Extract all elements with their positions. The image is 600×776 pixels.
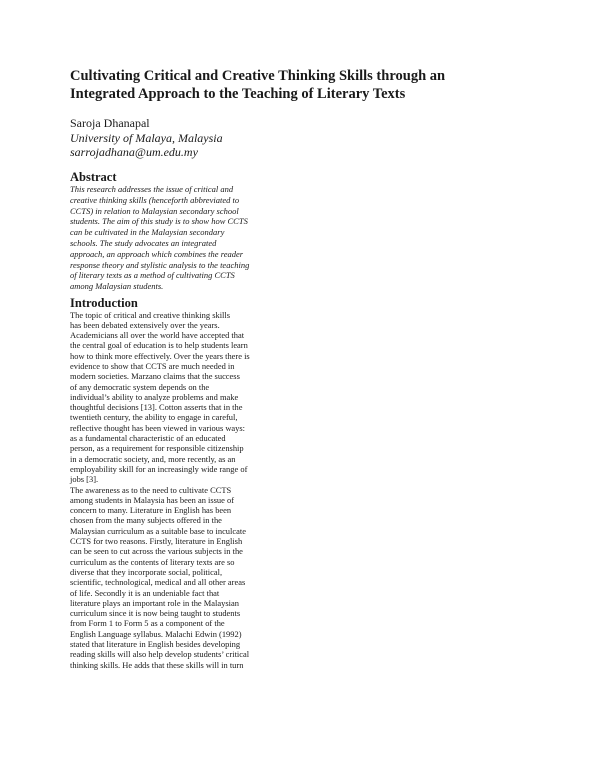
introduction-body: [70, 310, 285, 670]
text-line: of literary texts as a method of cultivating CCTS: [70, 270, 235, 281]
text-line: has been debated extensively over the years.: [70, 319, 220, 330]
text-line: approach, an approach which combines the reader: [70, 248, 244, 259]
text-line: CCTS for two reasons. Firstly, literature in English: [70, 536, 243, 547]
text-line: CCTS) in relation to Malaysian secondary school: [70, 205, 239, 216]
text-line: evidence to show that CCTS are much needed in: [70, 360, 235, 371]
text-line: thinking skills. He adds that these skills will in turn: [70, 659, 244, 670]
text-line: students. The aim of this study is to show how CCTS: [70, 216, 248, 227]
text-line: Academicians all over the world have accepted that: [70, 330, 245, 341]
author-affiliation: University of Malaya, Malaysia: [70, 130, 223, 145]
text-line: as a fundamental characteristic of an educated: [70, 433, 226, 444]
text-line: from Form 1 to Form 5 as a component of the: [70, 618, 225, 629]
text-line: stated that literature in English besides developing: [70, 639, 241, 649]
text-line: The topic of critical and creative thinking skills: [70, 309, 231, 320]
text-line: among students in Malaysia has been an issue of: [70, 494, 235, 505]
text-line: can be cultivated in the Malaysian secondary: [70, 227, 225, 238]
text-line: English Language syllabus. Malachi Edwin (1992): [70, 628, 242, 639]
author-name: Saroja Dhanapal: [70, 116, 150, 130]
text-line: concern to many. Literature in English has been: [70, 505, 232, 516]
abstract-body: [70, 184, 285, 292]
text-line: the central goal of education is to help students learn: [70, 340, 248, 351]
text-line: reflective thought has been viewed in various ways:: [70, 422, 246, 433]
text-line: jobs [3].: [70, 474, 99, 485]
text-line: The awareness as to the need to cultivate CCTS: [70, 484, 232, 495]
text-line: response theory and stylistic analysis to the teaching: [70, 259, 250, 270]
text-line: can be seen to cut across the various subjects in the: [70, 546, 243, 557]
text-line: diverse that they incorporate social, political,: [70, 566, 223, 577]
text-line: of any democratic system depends on the: [70, 381, 210, 392]
text-line: reading skills will also help develop students’ critical: [70, 649, 250, 660]
text-line: Malaysian curriculum as a suitable base to inculcate: [70, 525, 246, 536]
text-line: curriculum as the contents of literary texts are so: [70, 556, 235, 567]
text-line: modern societies. Marzano claims that the success: [70, 371, 240, 382]
text-line: individual’s ability to analyze problems and make: [70, 391, 239, 402]
text-line: of life. Secondly it is an undeniable fact that: [70, 587, 220, 598]
introduction-heading: Introduction: [70, 296, 138, 310]
text-line: person, as a requirement for responsible citizenship: [70, 443, 244, 454]
text-line: curriculum since it is now being taught to students: [70, 608, 241, 619]
text-line: employability skill for an increasingly wide range of: [70, 463, 248, 474]
text-line: thoughtful decisions [13]. Cotton asserts that in the: [70, 402, 243, 413]
abstract-heading: Abstract: [70, 170, 117, 184]
text-line: chosen from the many subjects offered in the: [70, 515, 222, 526]
text-line: twentieth century, the ability to engage in careful,: [70, 412, 238, 423]
author-email: sarrojadhana@um.edu.my: [70, 145, 198, 159]
paper-title: Cultivating Critical and Creative Thinking Skills through an Integrated Approach to the Teaching of Literary Texts: [70, 68, 446, 102]
text-line: schools. The study advocates an integrated: [70, 237, 217, 248]
text-line: creative thinking skills (henceforth abbreviated to: [70, 194, 240, 205]
text-line: in a democratic society, and, more recently, as an: [70, 453, 236, 464]
text-line: scientific, technological, medical and all other areas: [70, 577, 246, 588]
text-line: This research addresses the issue of critical and: [70, 184, 234, 194]
text-line: among Malaysian students.: [70, 281, 164, 292]
text-line: literature plays an important role in the Malaysian: [70, 597, 239, 608]
author-block: [70, 116, 223, 160]
text-line: how to think more effectively. Over the years there is: [70, 350, 250, 361]
